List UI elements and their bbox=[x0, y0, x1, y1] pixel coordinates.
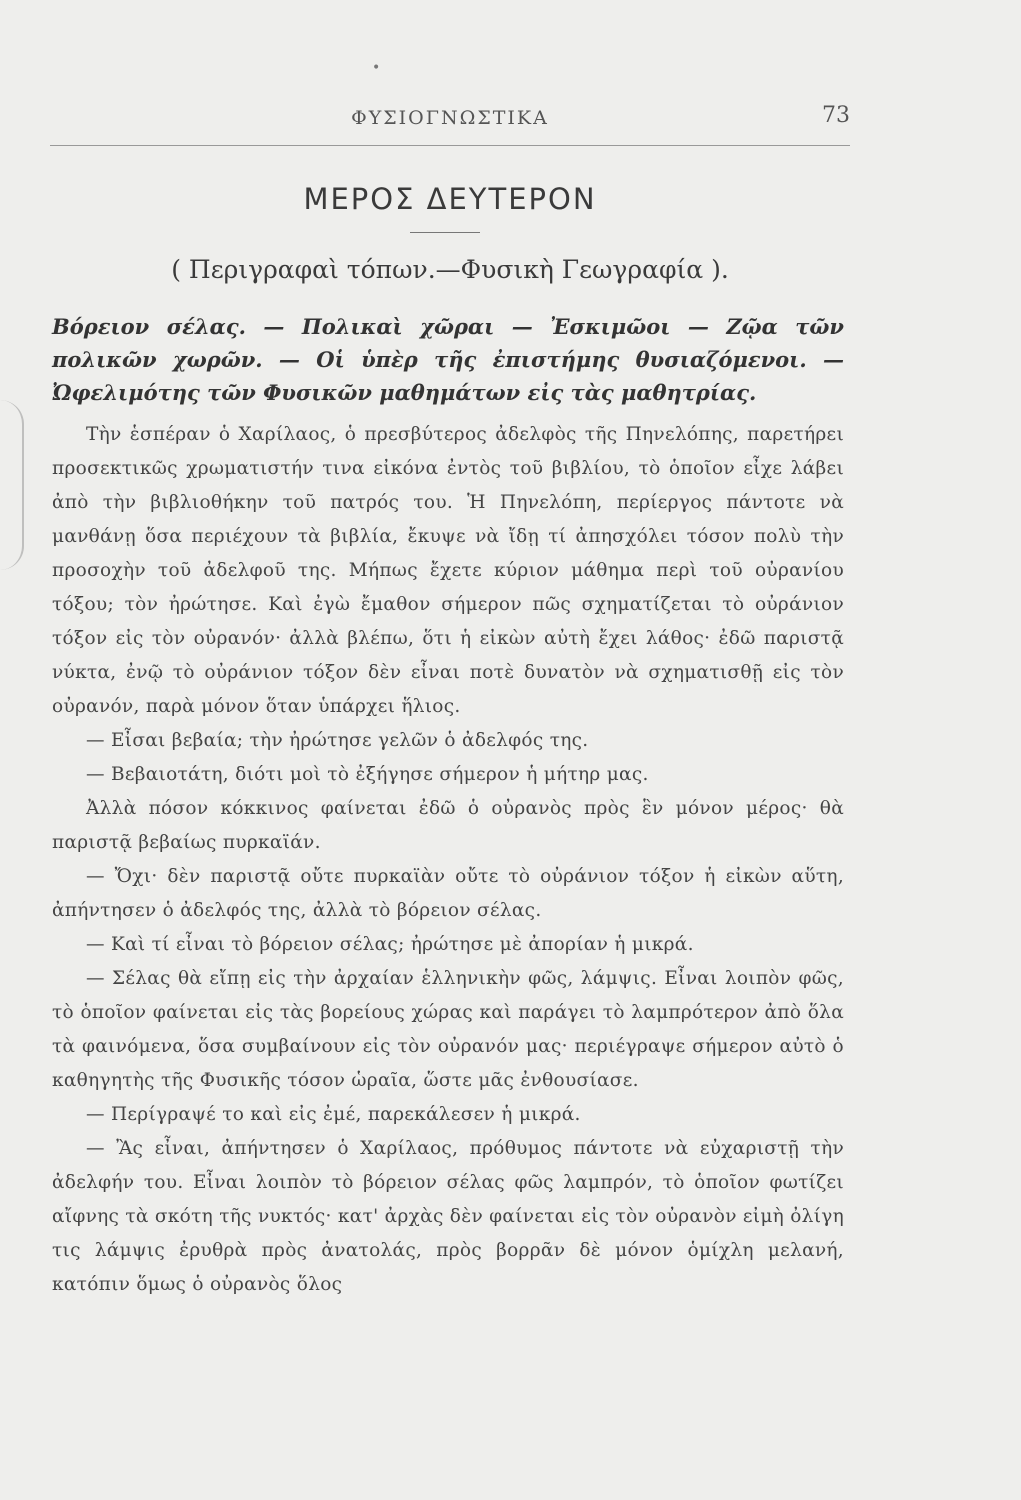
paragraph: — Ἂς εἶναι, ἀπήντησεν ὁ Χαρίλαος, πρόθυμος πάντοτε νὰ εὐχαριστῇ τὴν ἀδελφήν του. Εἶναι λοιπὸν τὸ βόρειον σέλας φῶς λαμπρόν, τὸ ὁποῖον φωτίζει αἴφνης τὰ σκότη τῆς νυκτός· κατ' ἀρχὰς δὲν φαίνεται εἰς τὸν οὐρανὸν εἰμὴ ὀλίγη τις λάμψις ἐρυθρὰ πρὸς ἀνατολάς, πρὸς βορρᾶν δὲ μόνον ὁμίχλη μελανή, κατόπιν ὅμως ὁ οὐρανὸς ὅλος bbox=[52, 1138, 844, 1295]
paragraph: Τὴν ἑσπέραν ὁ Χαρίλαος, ὁ πρεσβύτερος ἀδελφὸς τῆς Πηνελόπης, παρετήρει προσεκτικῶς χρωματιστήν τινα εἰκόνα ἐντὸς τοῦ βιβλίου, τὸ ὁποῖον εἶχε λάβει ἀπὸ τὴν βιβλιοθήκην τοῦ πατρός του. Ἡ Πηνελόπη, περίεργος πάντοτε νὰ μανθάνῃ ὅσα περιέχουν τὰ βιβλία, ἔκυψε νὰ ἴδῃ τί ἀπησχόλει τόσον πολὺ τὴν προσοχὴν τοῦ ἀδελφοῦ της. Μήπως ἔχετε κύριον μάθημα περὶ τοῦ οὐρανίου τόξου; τὸν ἠρώτησε. Καὶ ἐγὼ ἔμαθον σήμερον πῶς σχηματίζεται τὸ οὐράνιον τόξον εἰς τὸν οὐρανόν· ἀλλὰ βλέπω, ὅτι ἡ εἰκὼν αὐτὴ ἔχει λάθος· ἐδῶ παριστᾷ νύκτα, ἐνῷ τὸ οὐράνιον τόξον δὲν εἶναι ποτὲ δυνατὸν νὰ σχηματισθῇ εἰς τὸν οὐρανόν, παρὰ μόνον ὅταν ὑπάρχει ἥλιος. bbox=[52, 424, 844, 717]
running-title: ΦΥΣΙΟΓΝΩΣΤΙΚΑ bbox=[351, 107, 549, 129]
title-divider bbox=[410, 232, 480, 233]
chapter-summary bbox=[52, 310, 844, 409]
section-subtitle: ( Περιγραφαὶ τόπων.—Φυσικὴ Γεωγραφία ). bbox=[171, 255, 729, 284]
page-number: 73 bbox=[822, 103, 850, 128]
summary-text: Βόρειον σέλας. — Πολικαὶ χῶραι — Ἐσκιμῶοι — Ζῷα τῶν πολικῶν χωρῶν. — Οἱ ὑπὲρ τῆς ἐπιστήμης θυσιαζόμενοι. — Ὠφελιμότης τῶν Φυσικῶν μαθημάτων εἰς τὰς μαθητρίας. bbox=[52, 314, 844, 405]
paragraph: — Ὄχι· δὲν παριστᾷ οὔτε πυρκαϊὰν οὔτε τὸ οὐράνιον τόξον ἡ εἰκὼν αὕτη, ἀπήντησεν ὁ ἀδελφός της, ἀλλὰ τὸ βόρειον σέλας. bbox=[52, 866, 844, 921]
library-stamp-edge bbox=[0, 400, 24, 570]
body-text bbox=[52, 418, 844, 1302]
header-rule bbox=[50, 145, 850, 146]
paragraph: — Καὶ τί εἶναι τὸ βόρειον σέλας; ἠρώτησε μὲ ἀπορίαν ἡ μικρά. bbox=[86, 934, 694, 955]
paragraph: — Βεβαιοτάτη, διότι μοὶ τὸ ἐξήγησε σήμερον ἡ μήτηρ μας. bbox=[86, 764, 649, 785]
page-header bbox=[50, 103, 850, 143]
part-title: ΜΕΡΟΣ ΔΕΥΤΕΡΟΝ bbox=[303, 182, 597, 216]
paragraph: — Εἶσαι βεβαία; τὴν ἠρώτησε γελῶν ὁ ἀδελφός της. bbox=[86, 730, 589, 751]
paragraph: Ἀλλὰ πόσον κόκκινος φαίνεται ἐδῶ ὁ οὐρανὸς πρὸς ἓν μόνον μέρος· θὰ παριστᾷ βεβαίως πυρκαϊάν. bbox=[52, 798, 844, 853]
paragraph: — Σέλας θὰ εἴπῃ εἰς τὴν ἀρχαίαν ἑλληνικὴν φῶς, λάμψις. Εἶναι λοιπὸν φῶς, τὸ ὁποῖον φαίνεται εἰς τὰς βορείους χώρας καὶ παράγει τὸ λαμπρότερον ἀπὸ ὅλα τὰ φαινόμενα, ὅσα συμβαίνουν εἰς τὸν οὐρανόν μας· περιέγραψε σήμερον αὐτὸ ὁ καθηγητὴς τῆς Φυσικῆς τόσον ὡραῖα, ὥστε μᾶς ἐνθουσίασε. bbox=[52, 968, 844, 1091]
paragraph: — Περίγραψέ το καὶ εἰς ἐμέ, παρεκάλεσεν ἡ μικρά. bbox=[86, 1104, 581, 1125]
ink-speck: • bbox=[372, 60, 381, 76]
